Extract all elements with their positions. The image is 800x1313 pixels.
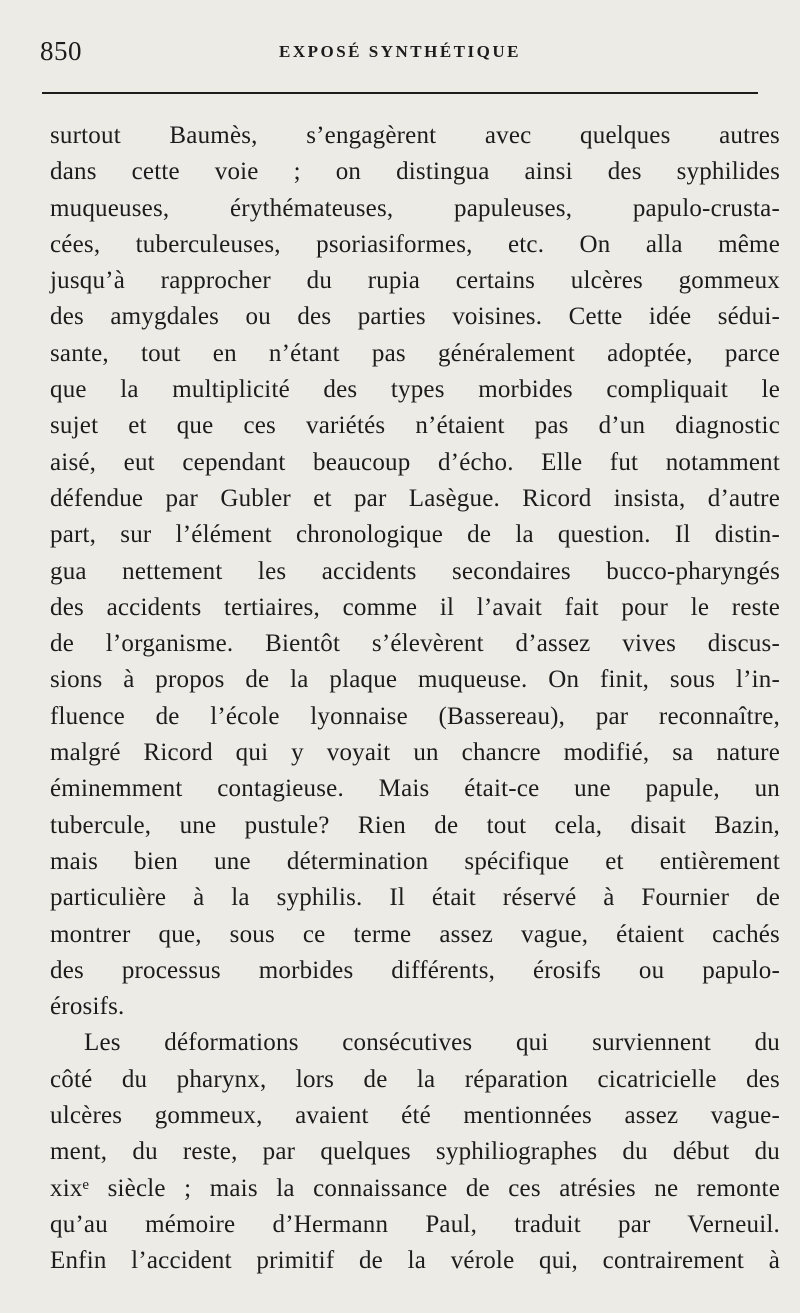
text-line: fluence de l’école lyonnaise (Bassereau), par reconnaître, <box>50 702 780 730</box>
text-line: malgré Ricord qui y voyait un chancre modifié, sa nature <box>50 739 780 767</box>
header-rule <box>42 92 758 94</box>
text-line: qu’au mémoire d’Hermann Paul, traduit par Verneuil. <box>50 1210 780 1238</box>
text-line: Enfin l’accident primitif de la vérole qui, contrairement à <box>50 1247 780 1275</box>
paragraph <box>50 1025 780 1279</box>
text-line: défendue par Gubler et par Lasègue. Ricord insista, d’autre <box>50 484 780 512</box>
text-line: muqueuses, érythémateuses, papuleuses, papulo-crusta- <box>50 194 780 222</box>
text-line: jusqu’à rapprocher du rupia certains ulcères gommeux <box>50 267 780 295</box>
text-line: ment, du reste, par quelques syphiliographes du début du <box>50 1138 780 1166</box>
text-line: Les déformations consécutives qui surviennent du <box>84 1029 780 1057</box>
text-line: part, sur l’élément chronologique de la question. Il distin- <box>50 521 780 549</box>
text-line: des accidents tertiaires, comme il l’avait fait pour le reste <box>50 593 780 621</box>
running-title: EXPOSÉ SYNTHÉTIQUE <box>279 42 521 61</box>
text-line: éminemment contagieuse. Mais était-ce une papule, un <box>50 775 780 803</box>
text-line: sions à propos de la plaque muqueuse. On finit, sous l’in- <box>50 666 780 694</box>
text-line: particulière à la syphilis. Il était réservé à Fournier de <box>50 884 780 912</box>
text-line: gua nettement les accidents secondaires bucco-pharyngés <box>50 557 780 585</box>
text-line: des amygdales ou des parties voisines. Cette idée sédui- <box>50 303 780 331</box>
text-line: dans cette voie ; on distingua ainsi des syphilides <box>50 158 780 186</box>
text-line: sujet et que ces variétés n’étaient pas d’un diagnostic <box>50 412 780 440</box>
text-line: des processus morbides différents, érosifs ou papulo- <box>50 956 780 984</box>
text-line: côté du pharynx, lors de la réparation cicatricielle des <box>50 1065 780 1093</box>
text-line: tubercule, une pustule? Rien de tout cela, disait Bazin, <box>50 811 780 839</box>
text-line: ulcères gommeux, avaient été mentionnées assez vague- <box>50 1102 780 1130</box>
text-line: mais bien une détermination spécifique et entièrement <box>50 847 780 875</box>
text-line: sante, tout en n’étant pas généralement adoptée, parce <box>50 339 780 367</box>
text-line: surtout Baumès, s’engagèrent avec quelques autres <box>50 122 780 149</box>
page-number: 850 <box>40 36 82 66</box>
body-text <box>50 118 780 1280</box>
text-line: montrer que, sous ce terme assez vague, étaient cachés <box>50 920 780 948</box>
paragraph <box>50 118 780 1025</box>
text-line: de l’organisme. Bientôt s’élevèrent d’assez vives discus- <box>50 630 780 658</box>
text-line: que la multiplicité des types morbides compliquait le <box>50 376 780 404</box>
text-line: érosifs. <box>50 993 125 1021</box>
text-line: xixᵉ siècle ; mais la connaissance de ces atrésies ne remonte <box>50 1174 780 1202</box>
text-line: cées, tuberculeuses, psoriasiformes, etc. On alla même <box>50 230 780 258</box>
text-line: aisé, eut cependant beaucoup d’écho. Elle fut notamment <box>50 448 780 476</box>
